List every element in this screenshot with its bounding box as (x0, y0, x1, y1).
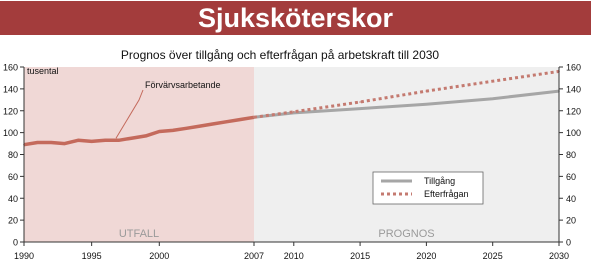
x-tick-label: 2030 (548, 251, 570, 261)
data-point-efterfr-gan (426, 90, 428, 92)
page-title: Sjuksköterskor (0, 1, 591, 35)
data-point-f-rv-rvsarbetande (240, 119, 242, 121)
y-tick-label-left: 80 (7, 150, 18, 160)
data-point-f-rv-rvsarbetande (226, 121, 228, 123)
y-tick-label-left: 20 (7, 215, 18, 226)
data-point-efterfr-gan (253, 117, 255, 119)
y-tick-label-right: 160 (566, 62, 582, 73)
x-tick-label: 2000 (149, 251, 170, 261)
y-tick-label-right: 40 (566, 193, 577, 204)
x-tick-label: 2025 (482, 251, 503, 261)
annotation-label: Förvärvsarbetande (145, 80, 221, 90)
data-point-f-rv-rvsarbetande (213, 123, 215, 125)
y-tick-label-right: 60 (566, 171, 577, 182)
x-tick-label: 2007 (243, 251, 265, 261)
y-tick-label-left: 60 (7, 171, 18, 182)
legend-label: Tillgång (424, 176, 456, 186)
data-point-f-rv-rvsarbetande (50, 142, 52, 144)
x-tick-label: 2015 (350, 251, 371, 261)
x-tick-label: 1995 (81, 251, 102, 261)
data-point-f-rv-rvsarbetande (172, 130, 174, 132)
y-tick-label-left: 160 (2, 62, 18, 73)
data-point-f-rv-rvsarbetande (131, 137, 133, 139)
data-point-tillg-ng (426, 103, 428, 105)
y-tick-label-right: 140 (566, 84, 582, 95)
data-point-f-rv-rvsarbetande (64, 143, 66, 145)
data-point-f-rv-rvsarbetande (77, 139, 79, 141)
chart-regions (24, 67, 559, 242)
data-point-f-rv-rvsarbetande (104, 139, 106, 141)
data-point-f-rv-rvsarbetande (145, 135, 147, 137)
data-point-f-rv-rvsarbetande (199, 125, 201, 127)
region-label: UTFALL (118, 228, 160, 240)
y-tick-label-right: 120 (566, 106, 582, 117)
region-label: PROGNOS (378, 228, 435, 240)
x-tick-label: 2020 (416, 251, 437, 261)
data-point-f-rv-rvsarbetande (37, 142, 39, 144)
data-point-f-rv-rvsarbetande (118, 139, 120, 141)
data-point-tillg-ng (492, 98, 494, 100)
y-tick-label-left: 100 (2, 128, 18, 139)
legend-label: Efterfrågan (424, 189, 469, 199)
legend (373, 172, 483, 204)
data-point-efterfr-gan (492, 80, 494, 82)
y-tick-label-right: 20 (566, 215, 577, 226)
y-tick-label-left: 40 (7, 193, 18, 204)
chart-title: Prognos över tillgång och efterfrågan på arbetskraft till 2030 (120, 48, 440, 62)
y-tick-label-left: 0 (12, 237, 18, 248)
x-tick-label: 1990 (13, 251, 35, 261)
data-point-f-rv-rvsarbetande (91, 141, 93, 143)
region-utfall (24, 67, 254, 242)
x-tick-label: 2010 (283, 251, 304, 261)
data-point-f-rv-rvsarbetande (158, 131, 160, 133)
data-point-efterfr-gan (293, 111, 295, 113)
y-tick-label-right: 80 (566, 150, 577, 160)
data-point-efterfr-gan (359, 101, 361, 103)
y-tick-label-right: 0 (566, 237, 572, 248)
y-tick-label-left: 120 (2, 106, 18, 117)
y-axis-label: tusental (27, 66, 59, 76)
data-point-tillg-ng (359, 108, 361, 110)
region-prognos (254, 67, 559, 242)
data-point-f-rv-rvsarbetande (186, 127, 188, 129)
y-tick-label-left: 140 (2, 84, 18, 95)
y-tick-label-right: 100 (566, 128, 582, 139)
